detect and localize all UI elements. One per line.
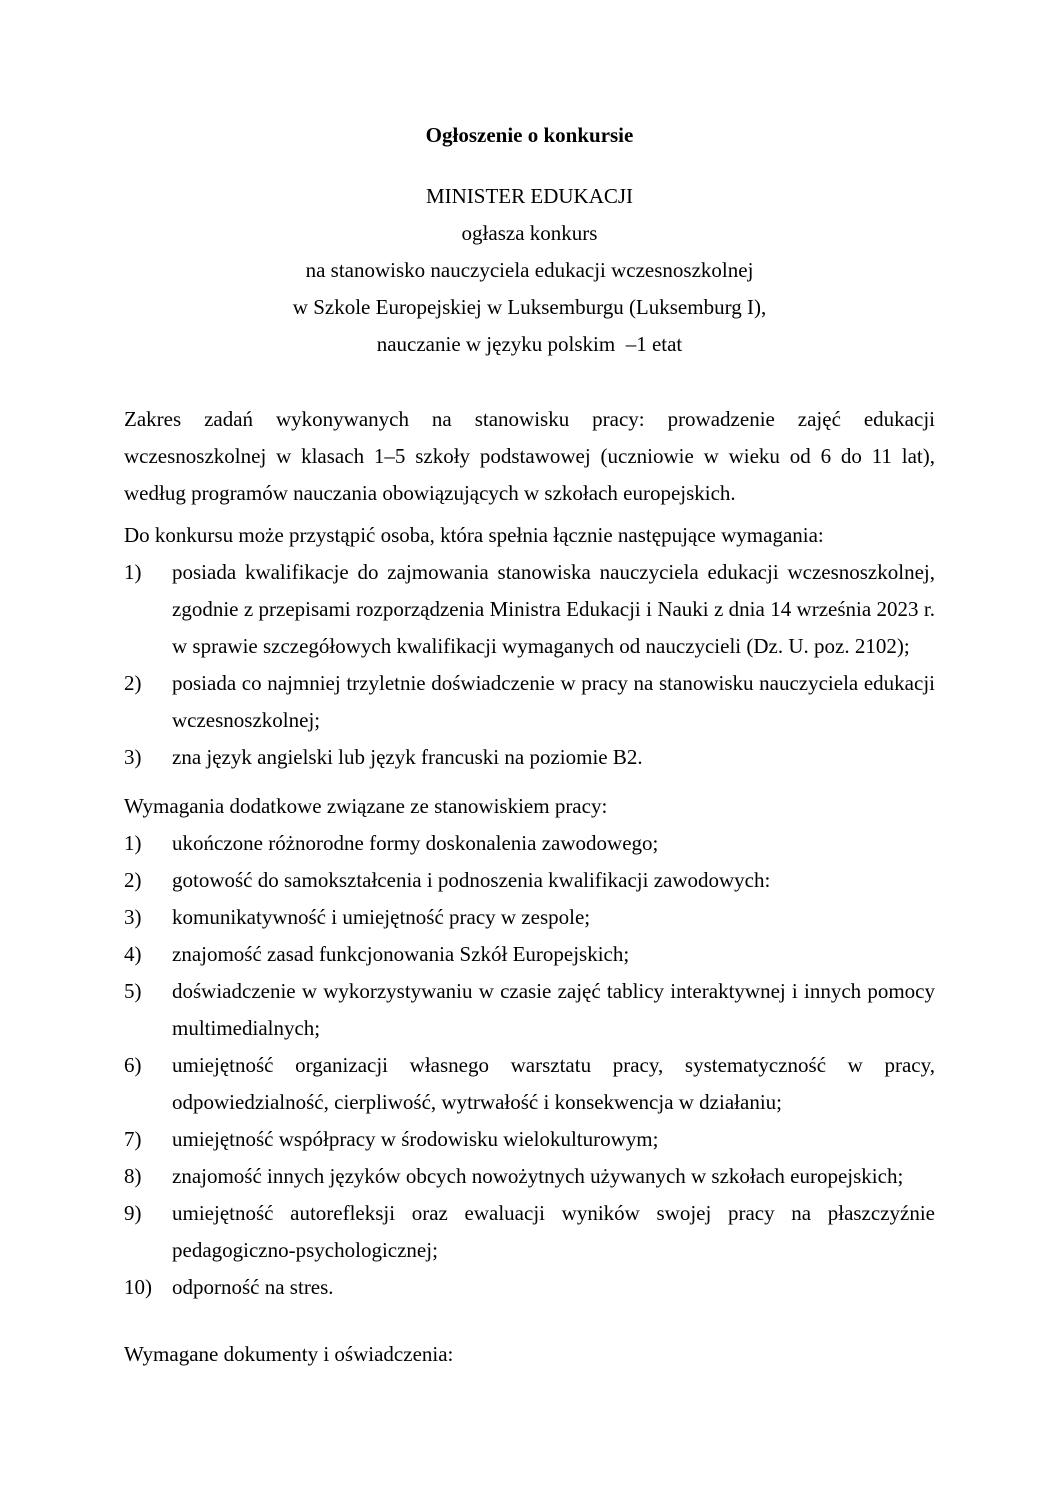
list-item-text: umiejętność autorefleksji oraz ewaluacji wyników swojej pracy na płaszczyźnie pedagogiczno-psychologicznej;: [172, 1201, 935, 1262]
list-item-number: 6): [124, 1053, 142, 1077]
requirements-list: [124, 554, 935, 776]
list-item-text: umiejętność współpracy w środowisku wielokulturowym;: [172, 1127, 659, 1151]
header-line-szkola: w Szkole Europejskiej w Luksemburgu (Luksemburg I),: [292, 295, 767, 319]
list-item-number: 1): [124, 831, 142, 855]
list-item-text: odporność na stres.: [172, 1275, 334, 1299]
document-title: Ogłoszenie o konkursie: [425, 123, 634, 147]
list-item-number: 9): [124, 1201, 142, 1225]
list-item-text: znajomość zasad funkcjonowania Szkół Europejskich;: [172, 942, 630, 966]
list-item-text: znajomość innych języków obcych nowożytnych używanych w szkołach europejskich;: [172, 1164, 904, 1188]
list-item-number: 2): [124, 671, 142, 695]
list-item-number: 7): [124, 1127, 142, 1151]
list-item: [124, 1121, 935, 1158]
list-item-text: doświadczenie w wykorzystywaniu w czasie zajęć tablicy interaktywnej i innych pomocy multimedialnych;: [172, 979, 935, 1040]
list-item: [124, 899, 935, 936]
paragraph-wymagania-intro: Do konkursu może przystąpić osoba, która spełnia łącznie następujące wymagania:: [124, 523, 824, 547]
list-item: [124, 665, 935, 739]
list-item-number: 4): [124, 942, 142, 966]
list-item-text: posiada co najmniej trzyletnie doświadczenie w pracy na stanowisku nauczyciela edukacji wczesnoszkolnej;: [172, 671, 935, 732]
list-item: [124, 862, 935, 899]
paragraph-wymagania-dodatkowe: Wymagania dodatkowe związane ze stanowiskiem pracy:: [124, 794, 608, 818]
list-item-text: gotowość do samokształcenia i podnoszenia kwalifikacji zawodowych:: [172, 868, 771, 892]
list-item: [124, 936, 935, 973]
list-item-number: 3): [124, 745, 142, 769]
list-item-text: ukończone różnorodne formy doskonalenia zawodowego;: [172, 831, 659, 855]
additional-requirements-list: [124, 825, 935, 1306]
document-header: [124, 178, 935, 363]
list-item-number: 5): [124, 979, 142, 1003]
list-item: [124, 825, 935, 862]
header-line-oglasza: ogłasza konkurs: [461, 221, 598, 245]
list-item: [124, 554, 935, 665]
list-item: [124, 1158, 935, 1195]
list-item-number: 3): [124, 905, 142, 929]
list-item-number: 1): [124, 560, 142, 584]
paragraph-wymagane-dokumenty: Wymagane dokumenty i oświadczenia:: [124, 1342, 454, 1366]
list-item-text: umiejętność organizacji własnego warsztatu pracy, systematyczność w pracy, odpowiedzialność, cierpliwość, wytrwałość i konsekwencja w działaniu;: [172, 1053, 935, 1114]
header-line-minister: MINISTER EDUKACJI: [425, 184, 634, 208]
header-line-jezyk-etat: nauczanie w języku polskim –1 etat: [376, 332, 683, 356]
header-line-stanowisko: na stanowisko nauczyciela edukacji wczesnoszkolnej: [305, 258, 754, 282]
list-item-number: 2): [124, 868, 142, 892]
list-item: [124, 1195, 935, 1269]
list-item: [124, 1269, 935, 1306]
list-item-text: komunikatywność i umiejętność pracy w zespole;: [172, 905, 591, 929]
paragraph-zakres-zadan: Zakres zadań wykonywanych na stanowisku pracy: prowadzenie zajęć edukacji wczesnoszkolnej w klasach 1–5 szkoły podstawowej (uczniowie w wieku od 6 do 11 lat), według programów nauczania obowiązujących w szkołach europejskich.: [124, 407, 935, 505]
list-item-number: 10): [124, 1275, 152, 1299]
list-item-text: posiada kwalifikacje do zajmowania stanowiska nauczyciela edukacji wczesnoszkolnej, zgodnie z przepisami rozporządzenia Ministra Edukacji i Nauki z dnia 14 września 2023 r. w sprawie szczegółowych kwalifikacji wymaganych od nauczycieli (Dz. U. poz. 2102);: [172, 560, 935, 658]
list-item-text: zna język angielski lub język francuski na poziomie B2.: [172, 745, 643, 769]
list-item-number: 8): [124, 1164, 142, 1188]
list-item: [124, 739, 935, 776]
list-item: [124, 973, 935, 1047]
list-item: [124, 1047, 935, 1121]
